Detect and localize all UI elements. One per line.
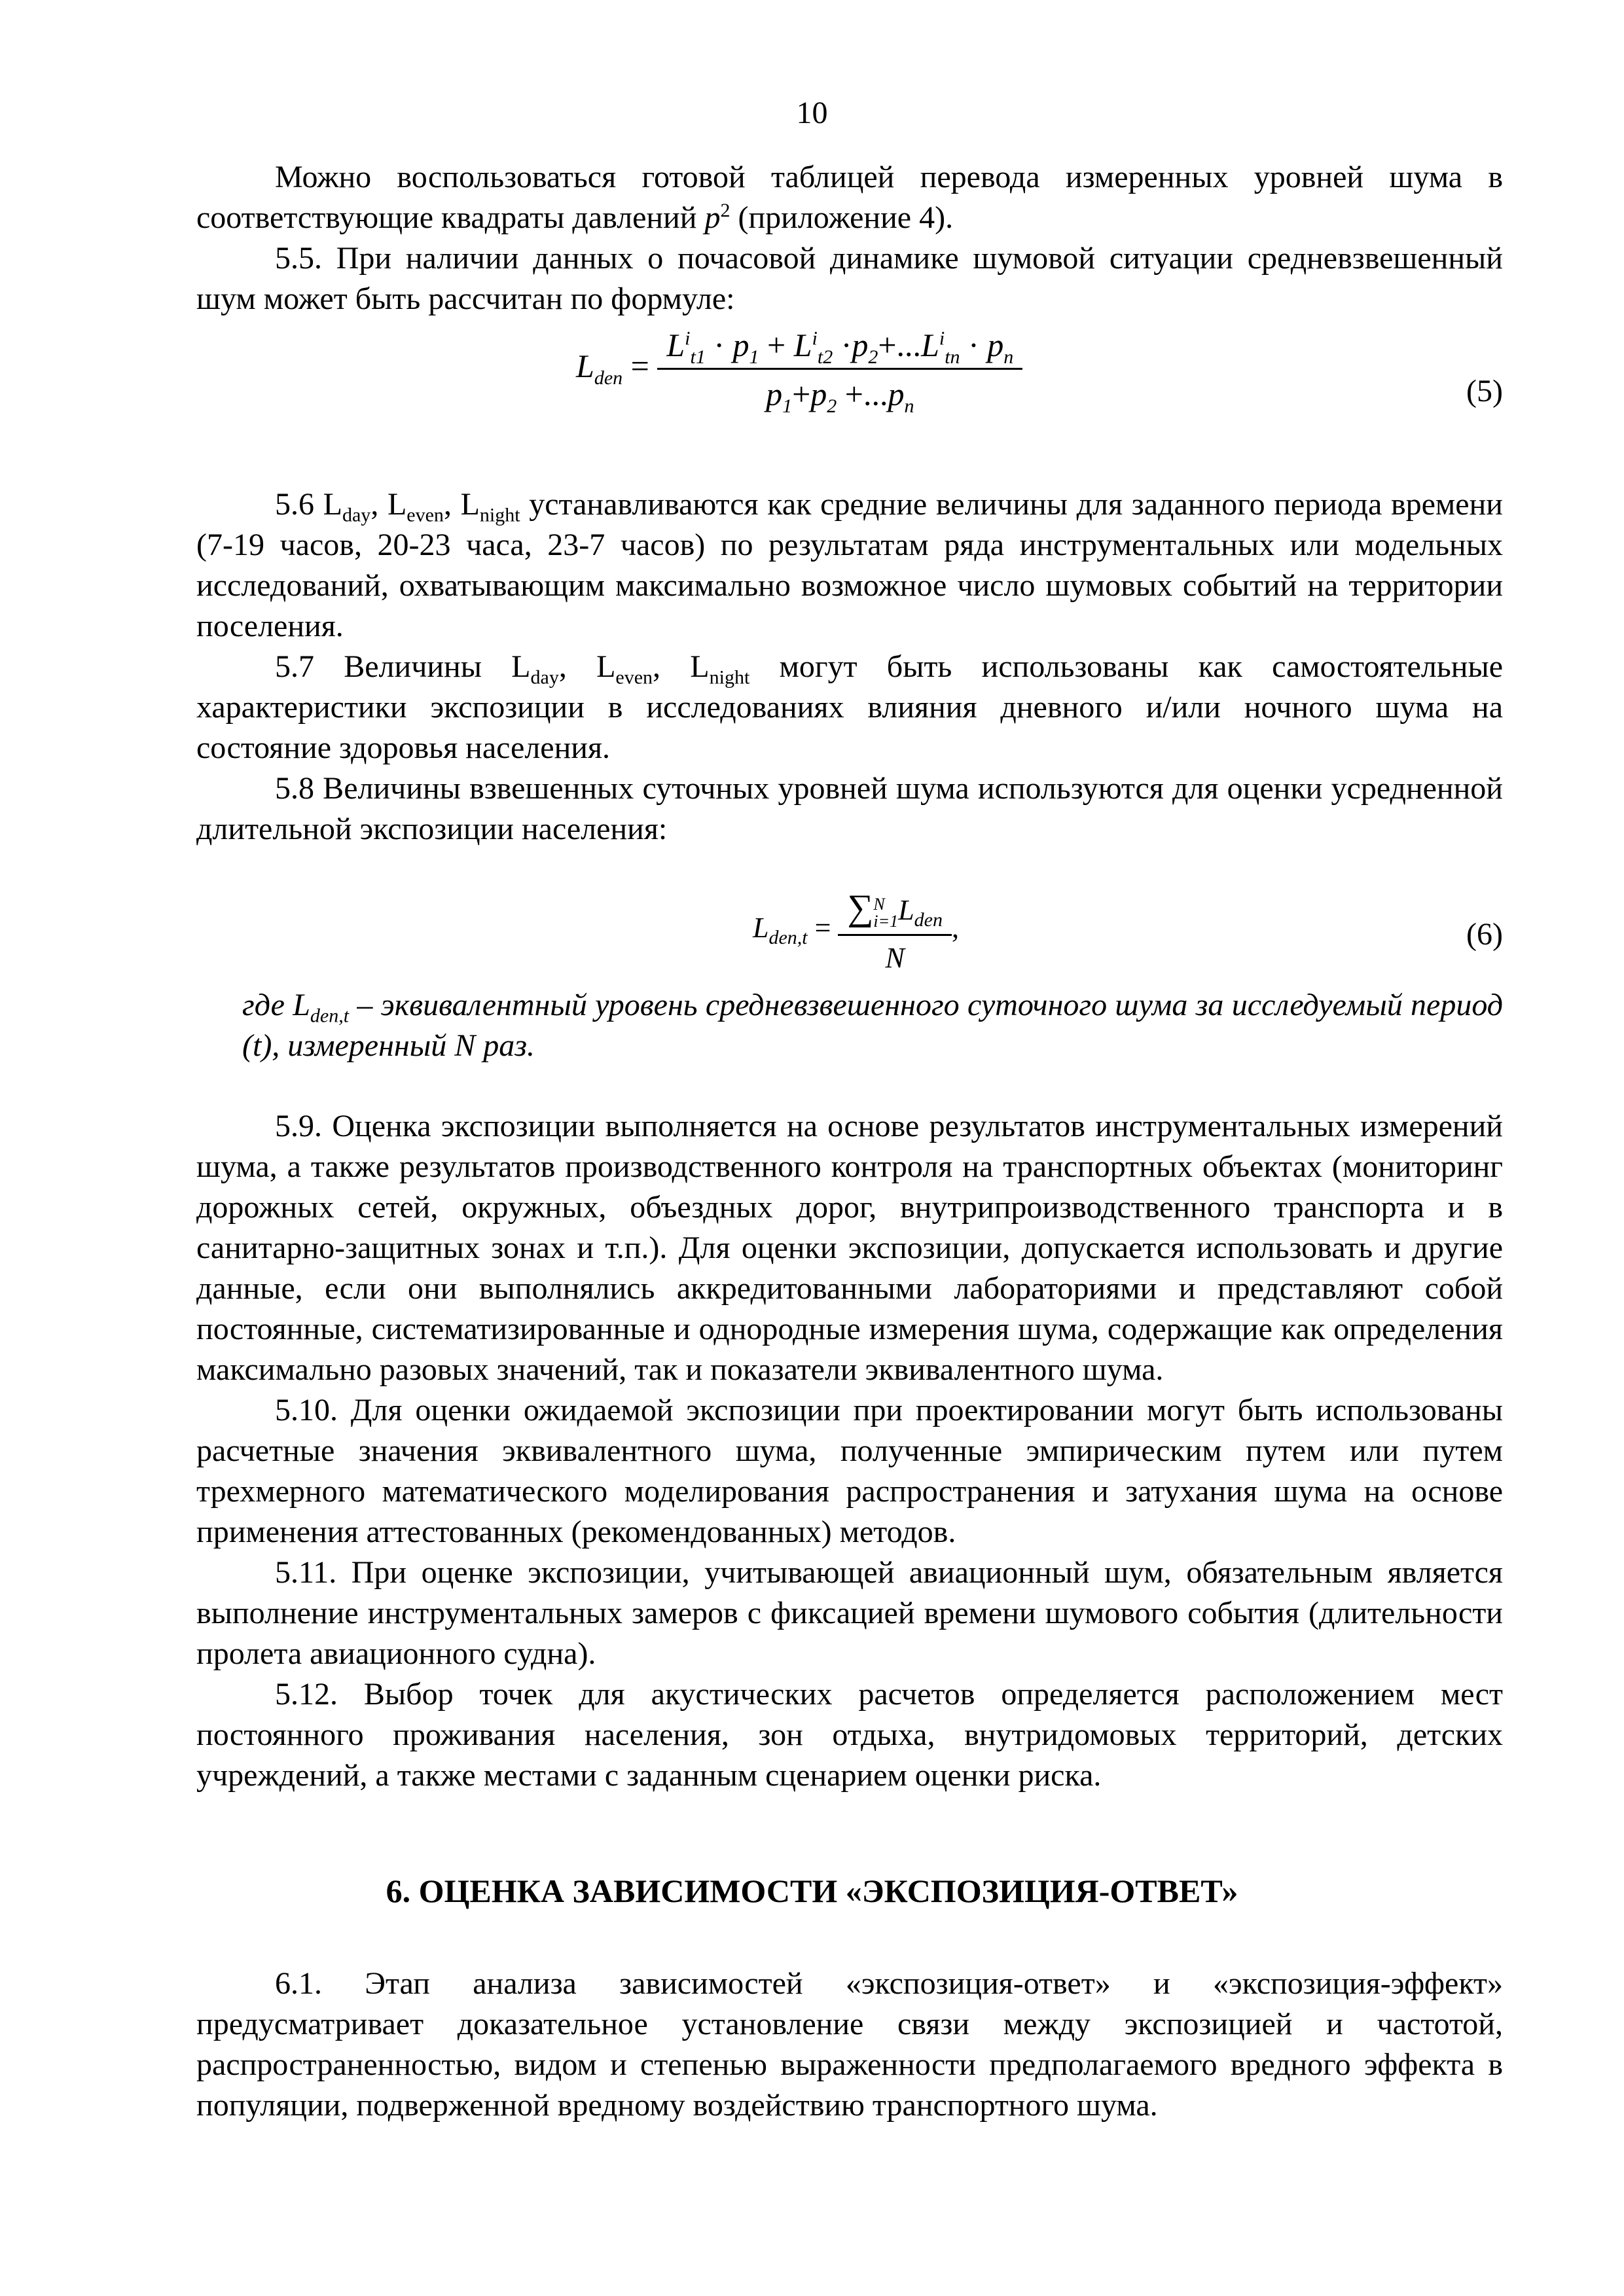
intro-block [196,157,1503,319]
paragraph-5-12: 5.12. Выбор точек для акустических расчетов определяется расположением мест постоянного проживания населения, зон отдыха, внутридомовых территорий, детских учреждений, а также местами с заданным сценарием оценки риска. [196,1677,1503,1793]
formula-5-numerator: $L^i_{t1} \cdot p_1 + L^i_{t2} \cdot p_2+...L^i_{tn} \cdot p_n$ [657,326,1022,370]
formula-6-lhs: $L_{den,t}$ [753,912,808,948]
paragraph-5-11: 5.11. При оценке экспозиции, учитывающей авиационный шум, обязательным является выполнение инструментальных замеров с фиксацией времени шумового события (длительности пролета авиационного судна). [196,1555,1503,1671]
equals-sign: = [630,347,658,384]
exposure-assessment-block [196,1106,1503,1796]
formula-5-fraction [657,326,1022,417]
paragraph-5-5: 5.5. При наличии данных о почасовой динамике шумовой ситуации средневзвешенный шум может быть рассчитан по формуле: [196,241,1503,316]
formula-6-number: (6) [1466,917,1503,952]
paragraph-6-1: 6.1. Этап анализа зависимостей «экспозиция-ответ» и «экспозиция-эффект» предусматривает доказательное установление связи между экспозицией и частотой, распространенностью, видом и степенью выраженности предполагаемого вредного эффекта в популяции, подверженной вредному воздействию транспортного шума. [196,1966,1503,2123]
where-clause: где $L_{den,t}$ – эквивалентный уровень средневзвешенного суточного шума за исследуемый период (t), измеренный N раз. [242,988,1503,1063]
formula-5-number: (5) [1466,374,1503,408]
definitions-block [196,484,1503,850]
pressure-variable: p [704,200,721,235]
formula-6-explanation [196,985,1503,1066]
section-6-block [196,1964,1503,2126]
formula-6: $L_{den,t}$ = ∑ N i=1 $L_{den}$ N , [753,888,959,974]
formula-6-numerator: ∑ N i=1 $L_{den}$ [838,887,952,936]
paragraph-table-reference [196,157,1503,238]
formula-5-denominator: $p_1+p_2 +...p_n$ [766,376,914,417]
paragraph-5-10: 5.10. Для оценки ожидаемой экспозиции при проектировании могут быть использованы расчетные значения эквивалентного шума, полученные эмпирическим путем или путем трехмерного математического моделирования распространения и затухания шума на основе применения аттестованных (рекомендованных) методов. [196,1393,1503,1549]
formula-5-lhs: $L_{den}$ [576,347,623,389]
equals-sign: = [814,912,839,944]
paragraph-5-9: 5.9. Оценка экспозиции выполняется на основе результатов инструментальных измерений шума, а также результатов производственного контроля на транспортных объектах (мониторинг дорожных сетей, окружных, объездных дорог, внутрипроизводственного транспорта и в санитарно-защитных зонах и т.п.). Для оценки экспозиции, допускается использовать и другие данные, если они выполнялись аккредитованными лабораториями и представляют собой постоянные, систематизированные и однородные измерения шума, содержащие как определения максимально разовых значений, так и показатели эквивалентного шума. [196,1109,1503,1387]
text-segment: Можно воспользоваться готовой таблицей перевода измеренных уровней шума в соответствующие квадраты давлений [196,160,1503,235]
formula-5 [576,326,1022,417]
formula-6-denominator: N [885,941,905,974]
superscript: 2 [720,200,731,221]
formula-6-fraction [838,887,952,975]
section-6-heading: 6. ОЦЕНКА ЗАВИСИМОСТИ «ЭКСПОЗИЦИЯ-ОТВЕТ» [386,1873,1238,1909]
page-number: 10 [796,96,828,130]
paragraph-5-7: 5.7 Величины $L_{day}$, $L_{even}$, $L_{night}$ могут быть использованы как самостоятельные характеристики экспозиции в исследованиях влияния дневного и/или ночного шума на состояние здоровья населения. [196,649,1504,765]
paragraph-5-8: 5.8 Величины взвешенных суточных уровней шума используются для оценки усредненной длительной экспозиции населения: [196,771,1503,846]
text-segment: (приложение 4). [730,200,954,235]
paragraph-5-6: 5.6 $L_{day}$, $L_{even}$, $L_{night}$ устанавливаются как средние величины для заданного периода времени (7-19 часов, 20-23 часа, 23-7 часов) по результатам ряда инструментальных или модельных исследований, охватывающим максимально возможное число шумовых событий на территории поселения. [196,487,1503,643]
